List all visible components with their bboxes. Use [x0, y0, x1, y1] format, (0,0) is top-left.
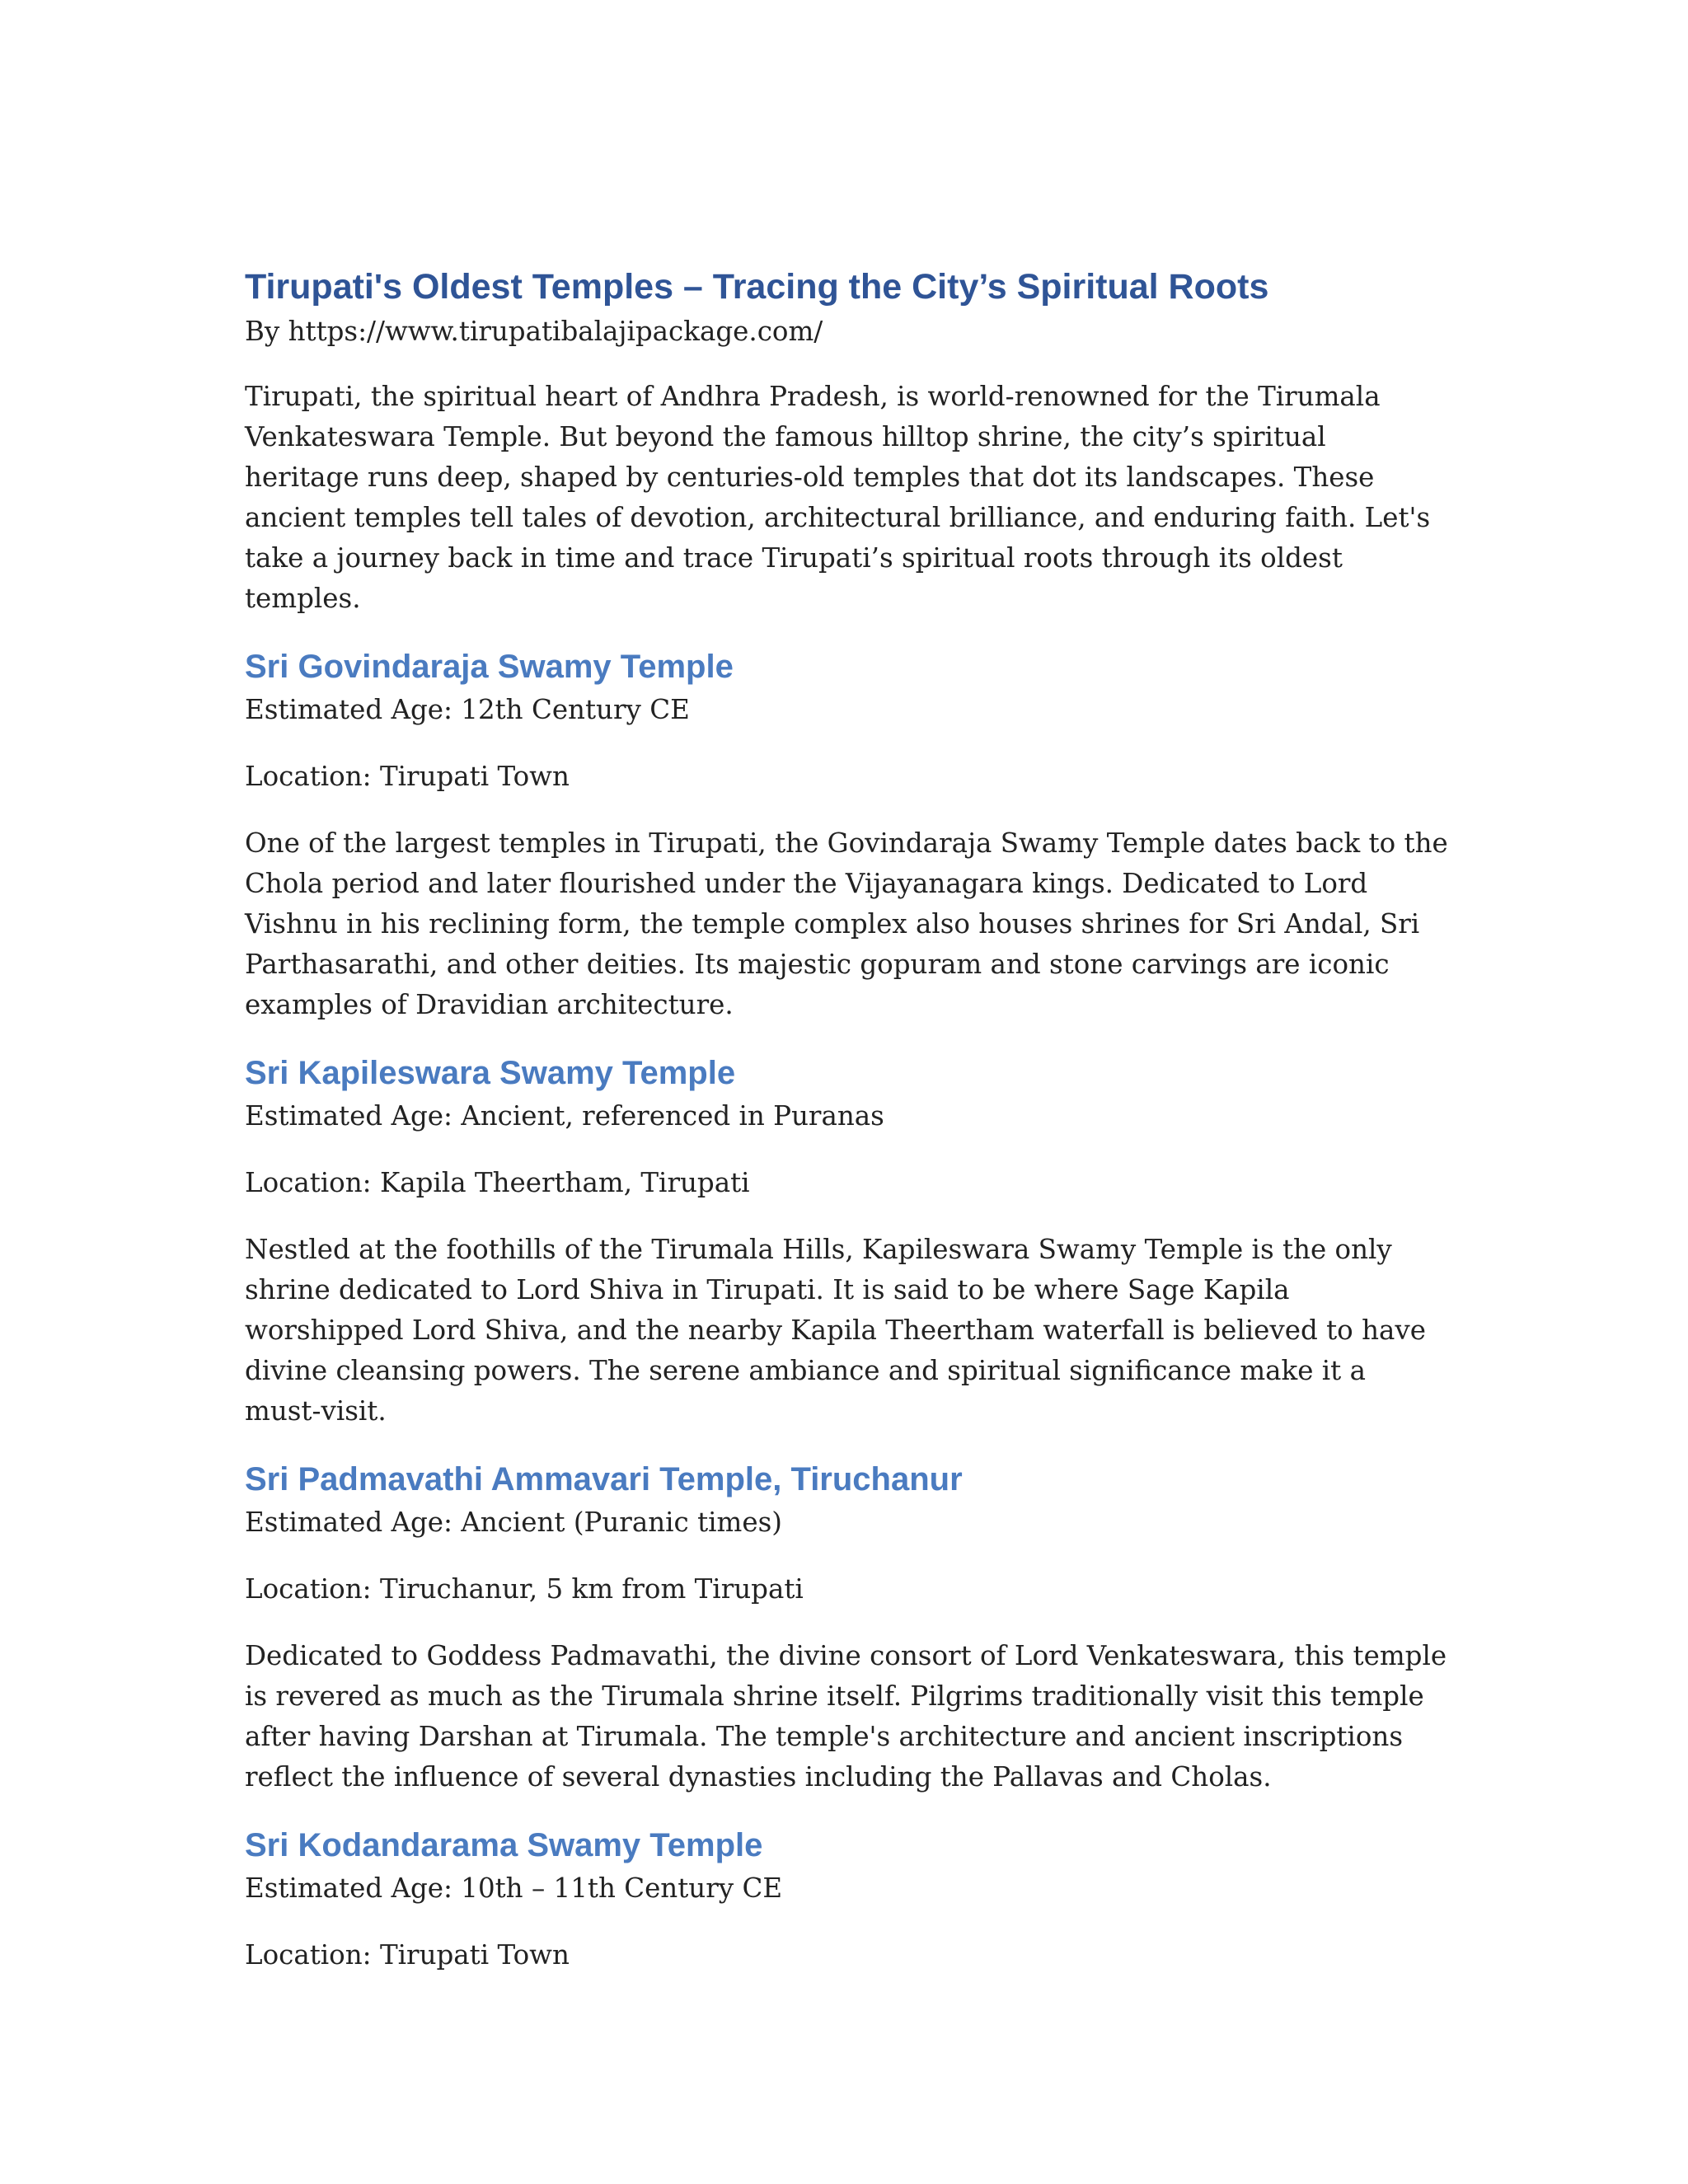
- location: Location: Tirupati Town: [245, 1939, 570, 1971]
- document-title: Tirupati's Oldest Temples – Tracing the City’s Spiritual Roots: [245, 267, 1269, 307]
- section-body: Dedicated to Goddess Padmavathi, the divine consort of Lord Venkateswara, this temple is revered as much as the Tirumala shrine itself. Pilgrims traditionally visit this temple after having Darshan at Tirumala. The temple's architecture and ancient inscriptions reflect the influence of several dynasties including the Pallavas and Cholas.: [245, 1640, 1447, 1793]
- section-body: Nestled at the foothills of the Tirumala Hills, Kapileswara Swamy Temple is the only shrine dedicated to Lord Shiva in Tirupati. It is said to be where Sage Kapila worshipped Lord Shiva, and the nearby Kapila Theertham waterfall is believed to have divine cleansing powers. The serene ambiance and spiritual significance make it a must-visit.: [245, 1234, 1426, 1427]
- intro-paragraph: Tirupati, the spiritual heart of Andhra Pradesh, is world-renowned for the Tirumala Venkateswara Temple. But beyond the famous hilltop shrine, the city’s spiritual heritage runs deep, shaped by centuries-old temples that dot its landscapes. These ancient temples tell tales of devotion, architectural brilliance, and enduring faith. Let's take a journey back in time and trace Tirupati’s spiritual roots through its oldest temples.: [245, 381, 1431, 614]
- location: Location: Tiruchanur, 5 km from Tirupati: [245, 1573, 804, 1605]
- section-padmavathi: [245, 1456, 1448, 1797]
- estimated-age: Estimated Age: 10th – 11th Century CE: [245, 1872, 783, 1904]
- section-kapileswara: [245, 1050, 1448, 1432]
- section-kodandarama: [245, 1822, 1448, 1975]
- estimated-age: Estimated Age: Ancient, referenced in Puranas: [245, 1100, 884, 1132]
- section-heading: Sri Padmavathi Ammavari Temple, Tiruchanur: [245, 1461, 963, 1497]
- document-page: [245, 262, 1448, 1975]
- section-heading: Sri Govindaraja Swamy Temple: [245, 649, 734, 685]
- estimated-age: Estimated Age: Ancient (Puranic times): [245, 1507, 782, 1538]
- section-body: One of the largest temples in Tirupati, the Govindaraja Swamy Temple dates back to the Chola period and later flourished under the Vijayanagara kings. Dedicated to Lord Vishnu in his reclining form, the temple complex also houses shrines for Sri Andal, Sri Parthasarathi, and other deities. Its majestic gopuram and stone carvings are iconic examples of Dravidian architecture.: [245, 827, 1448, 1020]
- byline: By https://www.tirupatibalajipackage.com/: [245, 316, 823, 347]
- estimated-age: Estimated Age: 12th Century CE: [245, 694, 690, 725]
- section-heading: Sri Kapileswara Swamy Temple: [245, 1055, 736, 1091]
- section-heading: Sri Kodandarama Swamy Temple: [245, 1827, 763, 1863]
- location: Location: Kapila Theertham, Tirupati: [245, 1167, 750, 1198]
- section-govindaraja: [245, 644, 1448, 1025]
- location: Location: Tirupati Town: [245, 761, 570, 792]
